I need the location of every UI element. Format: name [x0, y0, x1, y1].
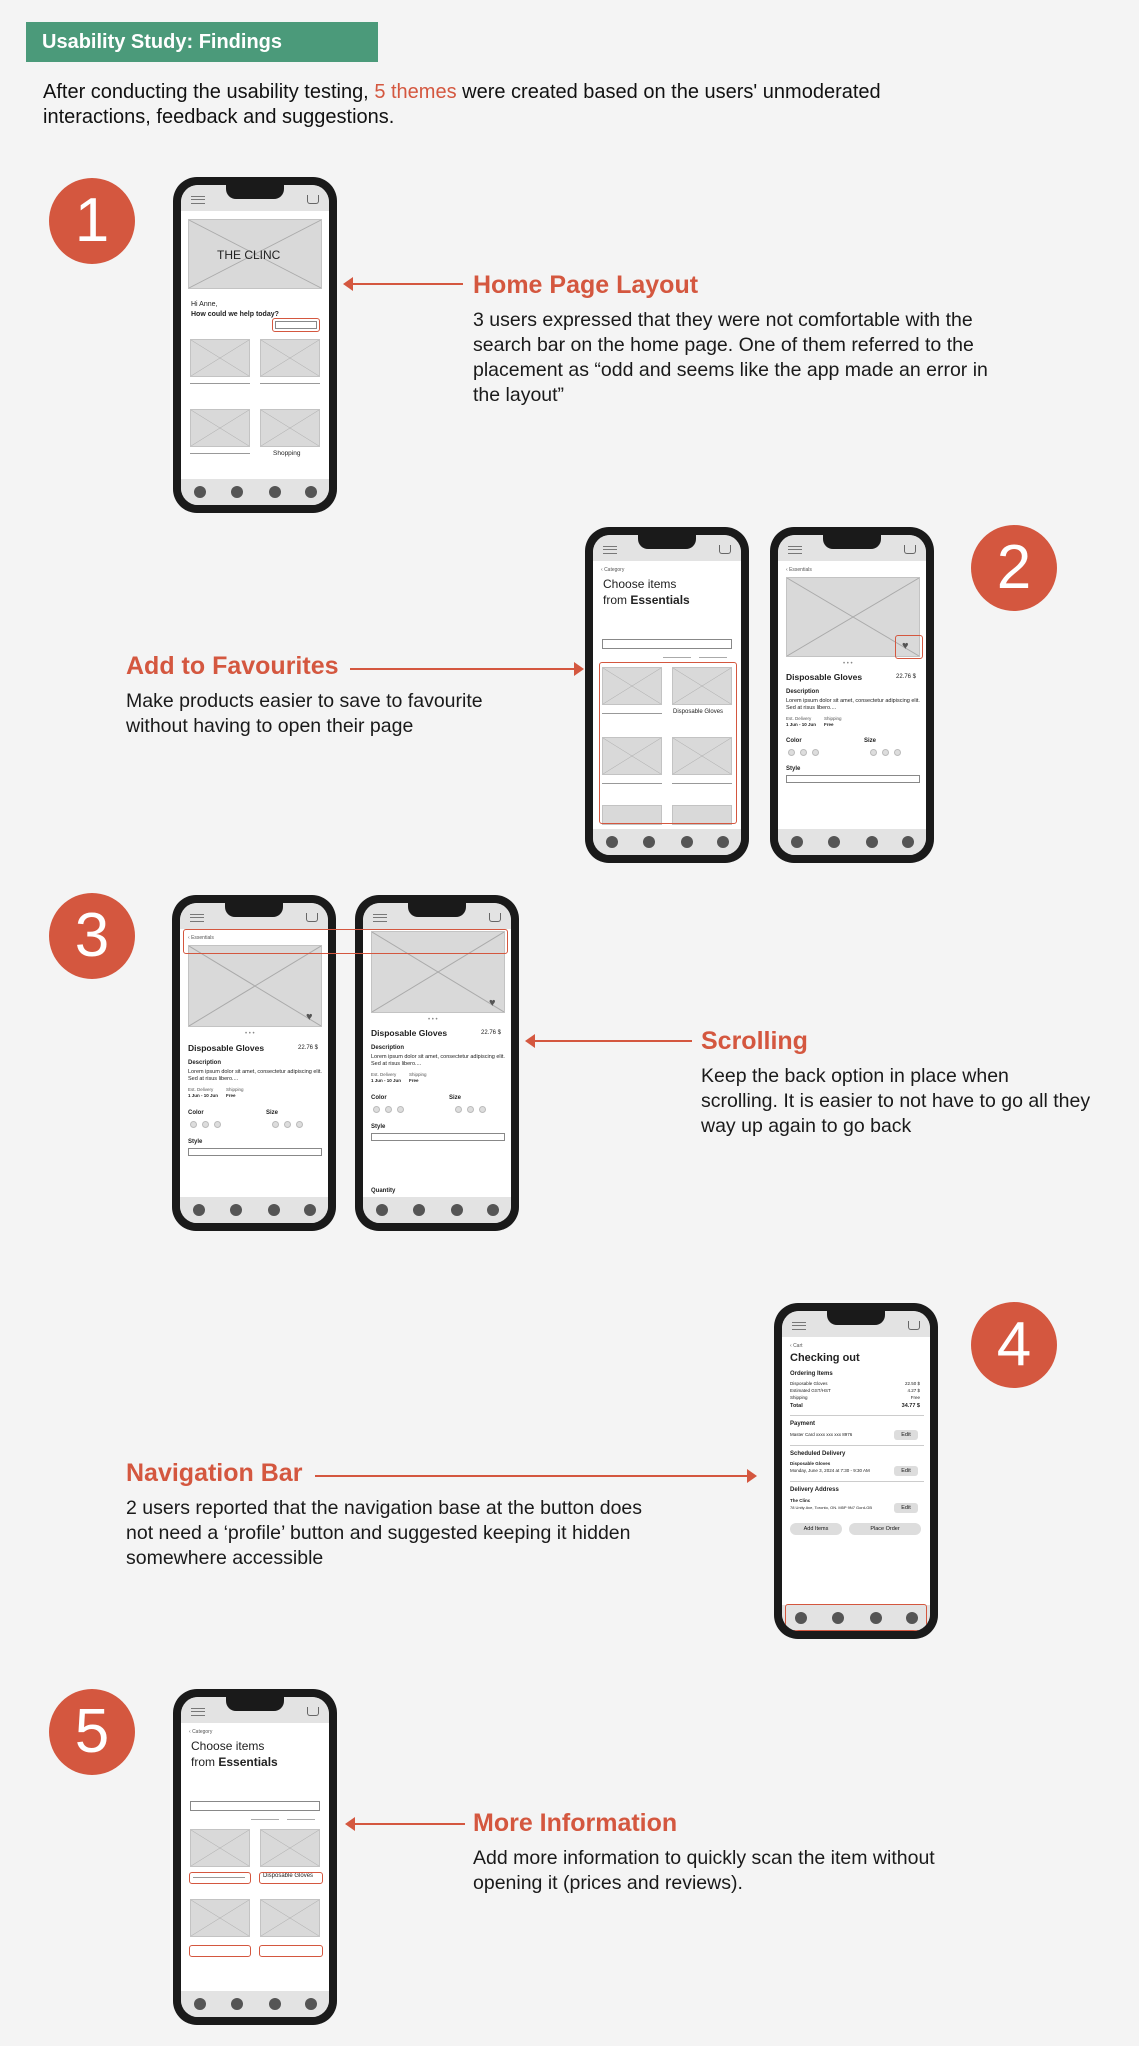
address-name: The Clinc	[790, 1498, 811, 1503]
color-swatch[interactable]	[373, 1106, 380, 1113]
scheduled-label: Scheduled Delivery	[790, 1451, 846, 1457]
theme-2-title: Add to Favourites	[126, 652, 339, 680]
shop-nav-icon[interactable]	[231, 486, 243, 498]
cart-icon	[719, 545, 731, 554]
menu-icon	[190, 914, 204, 922]
card-image	[260, 409, 320, 447]
color-swatch[interactable]	[202, 1121, 209, 1128]
product-mockup: ‹ Essentials ♥ • • • Disposable Gloves 22.76 $ Description Lorem ipsum dolor sit amet, consectetur adipiscing elit. Sed at risus libero.... Est. Delivery 1 Jun - 10 Jun Shipping Free Color Size Style	[770, 527, 934, 863]
menu-icon	[792, 1322, 806, 1330]
theme-1-description: 3 users expressed that they were not comfortable with the search bar on the home page. One of them referred to the placement as “odd and seems like the app made an error in the layout”	[473, 309, 988, 406]
product-scroll-mockup-b: ♥ • • • Disposable Gloves 22.76 $ Description Lorem ipsum dolor sit amet, consectetur adipiscing elit. Sed at risus libero.... Est. Delivery 1 Jun - 10 Jun Shipping Free Color Size Style Quantity	[355, 895, 519, 1231]
card-image	[260, 339, 320, 377]
edit-payment-button[interactable]: Edit	[894, 1430, 918, 1440]
delivery-label: Est. Delivery	[188, 1087, 214, 1092]
size-option[interactable]	[455, 1106, 462, 1113]
greeting: Hi Anne,	[191, 301, 218, 308]
theme-5-description: Add more information to quickly scan the item without opening it (prices and reviews).	[473, 1847, 935, 1894]
total-label: Total	[790, 1403, 803, 1409]
product-price: 22.76 $	[298, 1045, 319, 1051]
product-name: Disposable Gloves	[188, 1043, 265, 1053]
theme-2-description: Make products easier to save to favourite without having to open their page	[126, 690, 483, 737]
color-swatch[interactable]	[812, 749, 819, 756]
description-text: Lorem ipsum dolor sit amet, consectetur adipiscing elit. Sed at risus libero....	[786, 698, 920, 711]
shipping-value: Free	[226, 1093, 236, 1098]
arrow-5	[347, 1823, 465, 1825]
payment-label: Payment	[790, 1421, 816, 1427]
back-nav-icon[interactable]	[681, 836, 693, 848]
theme-1-title: Home Page Layout	[473, 271, 699, 299]
size-option[interactable]	[479, 1106, 486, 1113]
arrow-1	[345, 283, 463, 285]
theme-2-number: 2	[971, 525, 1057, 611]
card-image	[190, 1829, 250, 1867]
category-info-mockup	[173, 1689, 337, 2025]
cart-icon	[489, 913, 501, 922]
menu-icon	[603, 546, 617, 554]
delivery-label: Est. Delivery	[371, 1072, 397, 1077]
color-swatch[interactable]	[214, 1121, 221, 1128]
highlight-card-info	[189, 1872, 251, 1884]
card-image	[190, 409, 250, 447]
highlight-product-grid	[599, 662, 737, 824]
theme-1-number: 1	[49, 178, 135, 264]
breadcrumb[interactable]: ‹ Category	[189, 1729, 213, 1735]
breadcrumb[interactable]: ‹ Category	[601, 567, 625, 573]
delivery-value: 1 Jun - 10 Jun	[188, 1093, 219, 1098]
highlight-back-option	[183, 929, 508, 954]
order-item-name: Shipping	[790, 1395, 808, 1400]
size-label: Size	[266, 1110, 279, 1116]
card-image	[260, 1829, 320, 1867]
shop-nav-icon[interactable]	[231, 1998, 243, 2010]
theme-5-title: More Information	[473, 1809, 678, 1837]
address-label: Delivery Address	[790, 1487, 839, 1493]
delivery-value: 1 Jun - 10 Jun	[786, 722, 817, 727]
breadcrumb[interactable]: ‹ Essentials	[786, 567, 812, 573]
shop-nav-icon[interactable]	[643, 836, 655, 848]
back-nav-icon[interactable]	[451, 1204, 463, 1216]
color-label: Color	[371, 1095, 387, 1101]
menu-icon	[191, 196, 205, 204]
arrow-3	[527, 1040, 692, 1042]
profile-nav-icon[interactable]	[305, 486, 317, 498]
style-label: Style	[188, 1139, 203, 1145]
edit-address-button[interactable]: Edit	[894, 1503, 918, 1513]
profile-nav-icon[interactable]	[304, 1204, 316, 1216]
delivery-value: 1 Jun - 10 Jun	[371, 1078, 402, 1083]
color-swatch[interactable]	[190, 1121, 197, 1128]
back-nav-icon[interactable]	[268, 1204, 280, 1216]
search-input[interactable]	[602, 639, 732, 649]
order-item-value: 4.27 $	[907, 1388, 920, 1393]
style-label: Style	[786, 766, 801, 772]
size-option[interactable]	[272, 1121, 279, 1128]
category-heading-1: Choose items	[603, 577, 677, 591]
color-swatch[interactable]	[788, 749, 795, 756]
arrow-2	[350, 668, 582, 670]
product-price: 22.76 $	[481, 1030, 502, 1036]
menu-icon	[191, 1708, 205, 1716]
theme-3-description: Keep the back option in place when scrolling. It is easier to not have to go all they way up again to go back	[701, 1065, 1091, 1137]
cart-icon	[307, 195, 319, 204]
home-nav-icon[interactable]	[194, 1998, 206, 2010]
product-name: Disposable Gloves	[786, 672, 863, 682]
add-items-button[interactable]: Add Items	[790, 1523, 842, 1535]
menu-icon	[373, 914, 387, 922]
home-nav-icon[interactable]	[376, 1204, 388, 1216]
description-label: Description	[786, 689, 820, 695]
size-label: Size	[449, 1095, 462, 1101]
style-label: Style	[371, 1124, 386, 1130]
size-option[interactable]	[284, 1121, 291, 1128]
category-heading-2: from Essentials	[191, 1755, 278, 1769]
description-label: Description	[188, 1060, 222, 1066]
back-link[interactable]: ‹ Cart	[790, 1343, 803, 1349]
product-scroll-mockup-a: ‹ Essentials ♥ • • • Disposable Gloves 22.76 $ Description Lorem ipsum dolor sit amet, consectetur adipiscing elit. Sed at risus libero.... Est. Delivery 1 Jun - 10 Jun Shipping Free Color Size Style	[172, 895, 336, 1231]
cart-icon	[307, 1707, 319, 1716]
shop-nav-icon[interactable]	[230, 1204, 242, 1216]
order-item-value: Free	[910, 1395, 920, 1400]
category-mockup	[585, 527, 749, 863]
highlight-card-info	[259, 1872, 323, 1884]
style-select[interactable]	[371, 1133, 505, 1141]
theme-3-number: 3	[49, 893, 135, 979]
profile-nav-icon[interactable]	[902, 836, 914, 848]
card-label: Disposable Gloves	[263, 1873, 314, 1879]
payment-card: Master Card xxxx xxx xxx 8976	[790, 1432, 853, 1437]
hero-text: THE CLINC	[217, 248, 281, 262]
scheduled-time: Monday, June 3, 2024 at 7:30 - 9:30 AM	[790, 1468, 870, 1473]
theme-3-title: Scrolling	[701, 1027, 808, 1055]
delivery-label: Est. Delivery	[786, 716, 812, 721]
heart-icon[interactable]: ♥	[306, 1011, 313, 1023]
description-label: Description	[371, 1045, 405, 1051]
profile-nav-icon[interactable]	[717, 836, 729, 848]
search-input[interactable]	[190, 1801, 320, 1811]
home-nav-icon[interactable]	[194, 486, 206, 498]
shop-nav-icon[interactable]	[413, 1204, 425, 1216]
color-swatch[interactable]	[385, 1106, 392, 1113]
color-swatch[interactable]	[397, 1106, 404, 1113]
heart-icon[interactable]: ♥	[902, 640, 909, 652]
total-value: 34.77 $	[901, 1403, 920, 1409]
description-text: Lorem ipsum dolor sit amet, consectetur adipiscing elit. Sed at risus libero....	[188, 1069, 322, 1082]
arrow-4	[315, 1475, 755, 1477]
color-label: Color	[786, 738, 802, 744]
category-heading-1: Choose items	[191, 1739, 265, 1753]
style-select[interactable]	[188, 1148, 322, 1156]
card-image	[260, 1899, 320, 1937]
breadcrumb[interactable]: ‹ Essentials	[188, 935, 214, 941]
highlight-search-bar	[272, 318, 320, 332]
card-image	[190, 1899, 250, 1937]
card-label: Disposable Gloves	[673, 709, 724, 715]
quantity-label: Quantity	[371, 1188, 396, 1194]
prompt: How could we help today?	[191, 311, 279, 318]
theme-4-description: 2 users reported that the navigation base at the button does not need a ‘profile’ button and suggested keeping it hidden somewhere accessible	[126, 1497, 643, 1569]
profile-nav-icon[interactable]	[305, 1998, 317, 2010]
product-image	[188, 945, 322, 1027]
page-title: Usability Study: Findings	[26, 22, 378, 62]
intro-text: After conducting the usability testing, 5 themes were created based on the users' unmoderated interactions, feedback and suggestions.	[43, 81, 881, 128]
cart-icon	[908, 1321, 920, 1330]
home-nav-icon[interactable]	[791, 836, 803, 848]
color-swatch[interactable]	[800, 749, 807, 756]
order-item-name: Estimated GST/HST	[790, 1388, 831, 1393]
highlight-card-info	[189, 1945, 251, 1957]
edit-delivery-button[interactable]: Edit	[894, 1466, 918, 1476]
address-value: 78 Unity Ave, Toronto, ON. M5P 9N7 Gord-GB	[790, 1505, 873, 1510]
themes-count: 5 themes	[374, 81, 457, 103]
shipping-label: Shipping	[824, 716, 842, 721]
home-nav-icon[interactable]	[606, 836, 618, 848]
size-option[interactable]	[296, 1121, 303, 1128]
scheduled-item: Disposable Gloves	[790, 1461, 831, 1466]
style-select[interactable]	[786, 775, 920, 783]
order-item-name: Disposable Gloves	[790, 1381, 828, 1386]
size-option[interactable]	[870, 749, 877, 756]
cart-icon	[306, 913, 318, 922]
size-option[interactable]	[467, 1106, 474, 1113]
theme-4-number: 4	[971, 1302, 1057, 1388]
shipping-label: Shipping	[226, 1087, 244, 1092]
shipping-value: Free	[409, 1078, 419, 1083]
category-heading-2: from Essentials	[603, 593, 690, 607]
product-name: Disposable Gloves	[371, 1028, 448, 1038]
home-nav-icon[interactable]	[193, 1204, 205, 1216]
ordering-label: Ordering Items	[790, 1371, 833, 1377]
color-label: Color	[188, 1110, 204, 1116]
order-item-value: 22.50 $	[904, 1381, 920, 1386]
highlight-favourite	[895, 635, 923, 659]
theme-4-title: Navigation Bar	[126, 1459, 303, 1487]
size-label: Size	[864, 738, 877, 744]
theme-5-number: 5	[49, 1689, 135, 1775]
highlight-card-info	[259, 1945, 323, 1957]
size-option[interactable]	[882, 749, 889, 756]
product-price: 22.76 $	[896, 674, 917, 680]
cart-icon	[904, 545, 916, 554]
back-nav-icon[interactable]	[269, 1998, 281, 2010]
highlight-navigation-bar	[785, 1604, 927, 1631]
place-order-button[interactable]: Place Order	[849, 1523, 921, 1535]
home-page-mockup	[173, 177, 337, 513]
description-text: Lorem ipsum dolor sit amet, consectetur adipiscing elit. Sed at risus libero....	[371, 1054, 505, 1067]
profile-nav-icon[interactable]	[487, 1204, 499, 1216]
shipping-value: Free	[824, 722, 834, 727]
back-nav-icon[interactable]	[866, 836, 878, 848]
menu-icon	[788, 546, 802, 554]
checkout-mockup	[774, 1303, 938, 1639]
heart-icon[interactable]: ♥	[489, 997, 496, 1009]
back-nav-icon[interactable]	[269, 486, 281, 498]
shipping-label: Shipping	[409, 1072, 427, 1077]
checkout-title: Checking out	[790, 1352, 860, 1364]
shop-nav-icon[interactable]	[828, 836, 840, 848]
size-option[interactable]	[894, 749, 901, 756]
card-label: Shopping	[273, 450, 301, 457]
card-image	[190, 339, 250, 377]
